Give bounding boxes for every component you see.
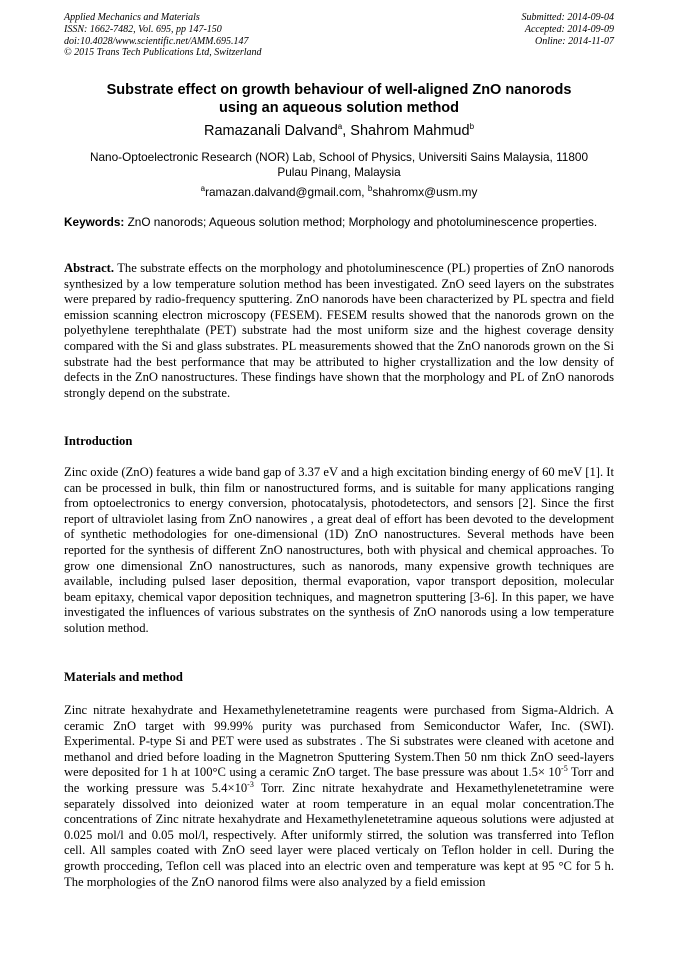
author-2: Shahrom Mahmud [350, 123, 470, 139]
affiliation-line-2: Pulau Pinang, Malaysia [277, 165, 401, 180]
title-line-1: Substrate effect on growth behaviour of well-aligned ZnO nanorods [106, 82, 572, 98]
materials-text-part-2: Torr and the working pressure was 5.4×10 [64, 765, 614, 795]
keywords-label: Keywords: [64, 215, 125, 229]
email-1[interactable]: ramazan.dalvand@gmail.com, [205, 185, 368, 199]
materials-text [64, 703, 614, 890]
author-1-mark: a [337, 122, 343, 132]
copyright-line: © 2015 Trans Tech Publications Ltd, Switzerland [64, 47, 262, 59]
journal-name: Applied Mechanics and Materials [64, 12, 200, 23]
base-pressure-exponent: -5 [561, 764, 568, 774]
introduction-heading: Introduction [64, 434, 133, 448]
working-pressure-exponent: -3 [247, 779, 254, 789]
introduction-text: Zinc oxide (ZnO) features a wide band gap of 3.37 eV and a high excitation binding energy of 60 meV [1]. It can be processed in bulk, thin film or nanostructured forms, and is suitable for many applications ranging from optoelectronics to energy conversion, photocatalysis, photodetectors, and sensors [2]. Since the first report of ultraviolet lasing from ZnO nanowires , a great deal of effort has been devoted to the development of synthetic methodologies for one-dimensional (1D) ZnO nanostructures. Several methods have been reported for the synthesis of different ZnO nanostructures, both with physical and chemical approaches. To grow one dimensional ZnO nanostructures, such as nanorods, many expensive growth techniques are available, including pulsed laser deposition, thermal evaporation, vapor transport deposition, molecular beam epitaxy, chemical vapor deposition techniques, and magnetron sputtering [3-6]. In this paper, we have investigated the influences of various substrates on the synthesis of ZnO nanorods using a low temperature solution method. [64, 465, 614, 635]
accepted-date: Accepted: 2014-09-09 [524, 23, 614, 35]
materials-text-part-3: Torr. Zinc nitrate hexahydrate and Hexamethylenetetramine were separately dissolved into deionized water at room temperature in an equal molar concentration.The concentrations of Zinc nitrate hexahydrate and Hexamethylenetetramine aqueous solutions were adjusted at 0.025 mol/l and 0.05 mol/l, respectively. After uniformly stirred, the solution was transferred into Teflon cell. All samples coated with ZnO seed layer were placed verticaly on Teflon holder in cell. During the growth procceding, Teflon cell was placed into an electric oven and temperature was kept at 95 °C for 5 h. The morphologies of the ZnO nanorod films were also analyzed by a field emission [64, 780, 614, 889]
online-date: Online: 2014-11-07 [535, 35, 614, 47]
author-1: Ramazanali Dalvand [203, 123, 338, 139]
keywords [64, 215, 614, 230]
author-2-mark: b [469, 122, 475, 132]
abstract-label: Abstract. [64, 261, 115, 275]
author-emails [64, 185, 614, 200]
affiliation-line-1: Nano-Optoelectronic Research (NOR) Lab, School of Physics, Universiti Sains Malaysia, 11800 [89, 150, 589, 164]
submitted-date: Submitted: 2014-09-04 [521, 12, 614, 23]
email-1-mark: a [200, 184, 206, 194]
doi-line: doi:10.4028/www.scientific.net/AMM.695.147 [64, 35, 249, 47]
email-2-mark: b [367, 184, 373, 194]
author-separator: , [342, 123, 351, 139]
affiliation [64, 150, 614, 181]
title-line-2: using an aqueous solution method [218, 99, 460, 116]
authors [64, 123, 614, 140]
dates-header [522, 12, 615, 47]
issn-line: ISSN: 1662-7482, Vol. 695, pp 147-150 [64, 23, 222, 35]
email-2[interactable]: shahromx@usm.my [372, 185, 478, 199]
abstract-text: The substrate effects on the morphology and photoluminescence (PL) properties of ZnO nanorods synthesized by a low temperature solution method has been investigated. ZnO seed layers on the substrates were prepared by radio-frequency sputtering. ZnO nanorods have been characterized by PL spectra and field emission scanning electron microscopy (FESEM). FESEM results showed that the nanorods grown on the polyethylene terephthalate (PET) substrate had the most uniform size and the highest coverage density compared with the Si and glass substrates. PL measurements showed that the ZnO nanorods grown on the Si substrate had the best performance that may be attributed to higher crystallization and the low density of defects in the ZnO nanostructures. These findings have shown that the morphology and PL of ZnO nanorods strongly depend on the substrate. [64, 261, 614, 400]
journal-header [64, 12, 262, 59]
materials-heading: Materials and method [64, 670, 183, 684]
paper-title [64, 82, 614, 117]
materials-text-part-1: Zinc nitrate hexahydrate and Hexamethylenetetramine reagents were purchased from Sigma-Aldrich. A ceramic ZnO target with 99.99% purity was purchased from Semiconductor Wafer, Inc. (SWI). Experimental. P-type Si and PET were used as substrates . The Si substrates were cleaned with acetone and methanol and dried before loading in the Magnetron Sputtering System.Then 50 nm thick ZnO seed-layers were deposited for 1 h at 100°C using a ceramic ZnO target. The base pressure was about 1.5× 10 [64, 703, 614, 780]
abstract [64, 261, 614, 401]
keywords-text: ZnO nanorods; Aqueous solution method; Morphology and photoluminescence properties. [124, 215, 598, 229]
